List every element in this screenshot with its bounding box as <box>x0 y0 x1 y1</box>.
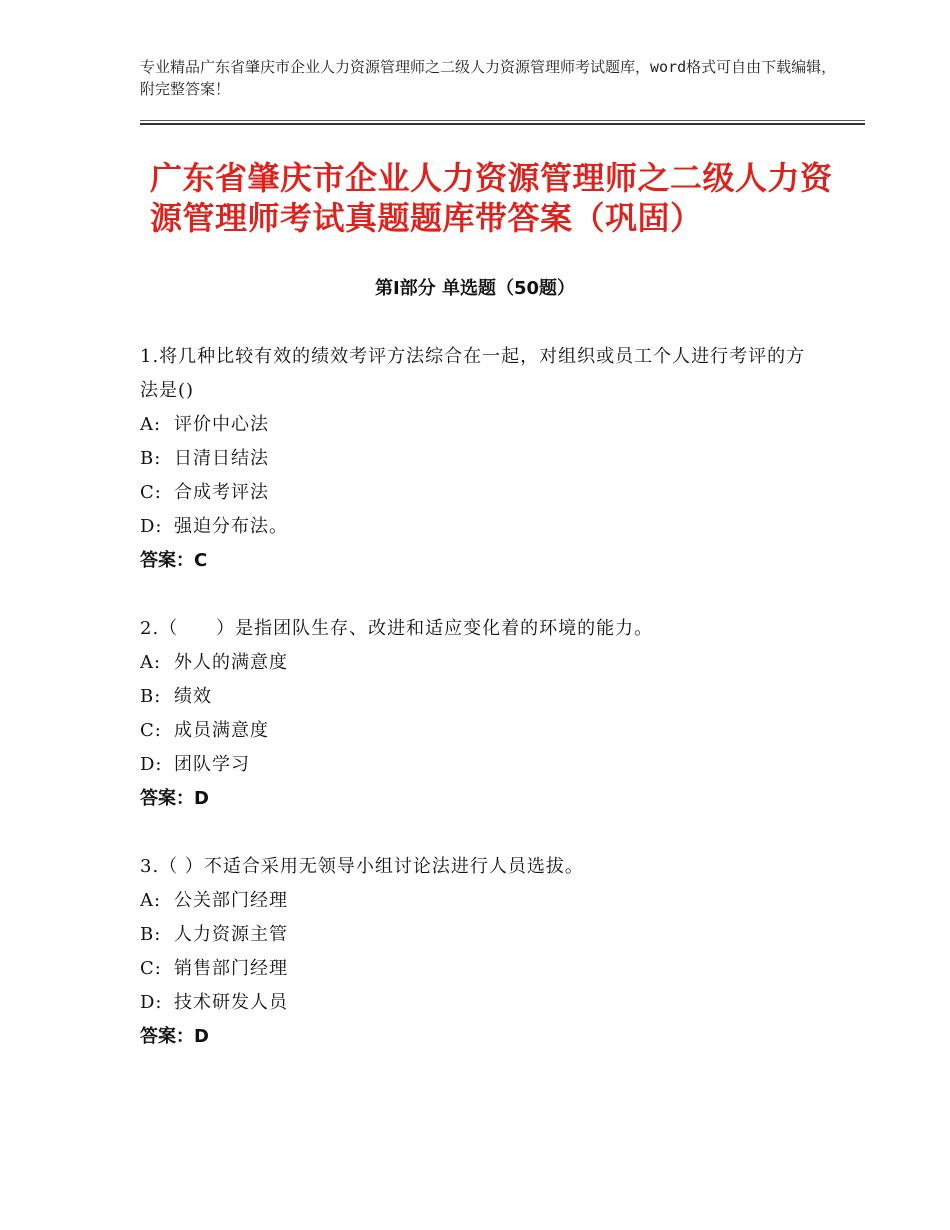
option-letter: C: <box>140 720 162 741</box>
question-stem: 1.将几种比较有效的绩效考评方法综合在一起，对组织或员工个人进行考评的方法是() <box>140 346 806 401</box>
option-d <box>140 748 820 782</box>
question-stem: 2.（ ）是指团队生存、改进和适应变化着的环境的能力。 <box>140 618 654 639</box>
option-letter: A: <box>140 414 162 435</box>
option-d <box>140 986 820 1020</box>
option-c <box>140 952 820 986</box>
question-list <box>140 340 820 1088</box>
option-text: 日清日结法 <box>174 448 269 469</box>
option-letter: C: <box>140 482 162 503</box>
question-item <box>140 340 820 578</box>
option-text: 销售部门经理 <box>174 958 288 979</box>
option-a <box>140 408 820 442</box>
option-text: 公关部门经理 <box>174 890 288 911</box>
option-d <box>140 510 820 544</box>
option-letter: D: <box>140 992 163 1013</box>
option-text: 技术研发人员 <box>174 992 288 1013</box>
option-a <box>140 646 820 680</box>
option-c <box>140 714 820 748</box>
option-text: 人力资源主管 <box>174 924 288 945</box>
option-letter: C: <box>140 958 162 979</box>
option-letter: A: <box>140 652 162 673</box>
answer-line: 答案：D <box>140 788 209 809</box>
header-rule-thin <box>140 120 865 121</box>
option-a <box>140 884 820 918</box>
option-text: 团队学习 <box>174 754 250 775</box>
option-letter: B: <box>140 924 162 945</box>
option-text: 外人的满意度 <box>174 652 288 673</box>
option-letter: B: <box>140 448 162 469</box>
answer-line: 答案：C <box>140 550 208 571</box>
option-b <box>140 918 820 952</box>
answer-line: 答案：D <box>140 1026 209 1047</box>
option-letter: A: <box>140 890 162 911</box>
question-item <box>140 612 820 816</box>
option-letter: D: <box>140 516 163 537</box>
document-title: 广东省肇庆市企业人力资源管理师之二级人力资源管理师考试真题题库带答案（巩固） <box>150 159 833 237</box>
header-rule-thick <box>140 123 865 125</box>
option-b <box>140 442 820 476</box>
option-c <box>140 476 820 510</box>
option-text: 评价中心法 <box>174 414 269 435</box>
question-stem: 3.（ ）不适合采用无领导小组讨论法进行人员选拔。 <box>140 856 584 877</box>
question-item <box>140 850 820 1054</box>
header-note: 专业精品广东省肇庆市企业人力资源管理师之二级人力资源管理师考试题库，word格式可自由下载编辑，附完整答案！ <box>140 58 837 98</box>
option-text: 绩效 <box>174 686 212 707</box>
option-text: 合成考评法 <box>174 482 269 503</box>
option-letter: B: <box>140 686 162 707</box>
option-text: 成员满意度 <box>174 720 269 741</box>
option-text: 强迫分布法。 <box>174 516 288 537</box>
section-title: 第Ⅰ部分 单选题（50题） <box>374 278 575 299</box>
option-letter: D: <box>140 754 163 775</box>
option-b <box>140 680 820 714</box>
